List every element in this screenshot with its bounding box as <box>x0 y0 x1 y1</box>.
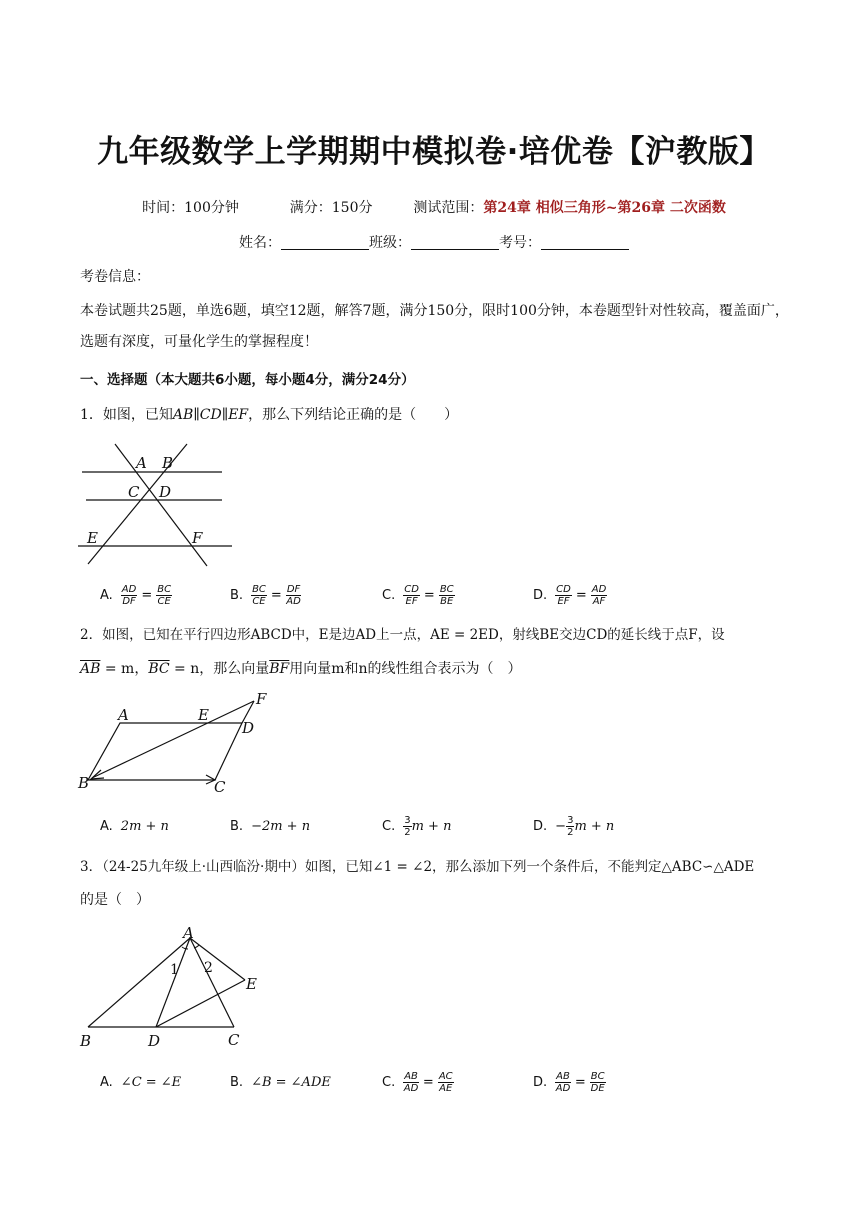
option-text: 2m + n <box>120 818 169 834</box>
option-label: A. <box>100 1074 113 1090</box>
numerator: CD <box>404 583 419 595</box>
fraction <box>591 584 608 607</box>
side-ad <box>156 938 190 1027</box>
numerator: AB <box>404 1070 418 1082</box>
label-a: A <box>183 924 194 942</box>
label-c: C <box>228 1031 240 1049</box>
label-f: F <box>256 690 267 708</box>
denominator: BE <box>440 595 454 607</box>
time-limit: 时间：100分钟 <box>142 200 239 216</box>
numerator: AD <box>591 583 607 595</box>
fraction <box>403 1071 419 1094</box>
id-blank[interactable] <box>541 235 629 250</box>
numerator: BC <box>252 583 266 595</box>
q1-prefix: 1．如图，已知 <box>80 407 173 423</box>
q1-option-c[interactable]: C. $\frac{CD}{EF}$ = $\frac{BC}{BE}$ <box>382 583 454 607</box>
q1-math: AB∥CD∥EF <box>172 407 249 423</box>
denominator: EF <box>557 595 570 607</box>
page-title: 九年级数学上学期期中模拟卷·培优卷【沪教版】 <box>97 134 771 170</box>
question-1-figure <box>70 440 245 570</box>
class-blank[interactable] <box>411 235 499 250</box>
option-label: D. <box>533 587 548 603</box>
question-3-options <box>100 1064 740 1100</box>
option-label: A. <box>100 818 113 834</box>
q3-option-c[interactable]: C. $\frac{AB}{AD}$ = $\frac{AC}{AE}$ <box>382 1070 453 1094</box>
question-2-figure <box>72 688 282 798</box>
fraction <box>438 1071 454 1094</box>
numerator: CD <box>556 583 571 595</box>
option-label: B. <box>230 818 244 834</box>
label-b: B <box>78 774 90 792</box>
label-angle-1: 1 <box>170 962 179 978</box>
numerator: AD <box>121 583 137 595</box>
ray-bf <box>92 701 254 778</box>
label-d: D <box>242 719 255 737</box>
q1-suffix: ，那么下列结论正确的是（ ） <box>248 407 459 423</box>
fraction <box>555 584 572 607</box>
denominator: CE <box>157 595 171 607</box>
name-label: 姓名： <box>239 235 281 251</box>
numerator: AB <box>556 1070 570 1082</box>
option-label: C. <box>382 818 396 834</box>
denominator: AD <box>286 595 301 607</box>
option-label: B. <box>230 1074 244 1090</box>
label-angle-2: 2 <box>204 960 213 976</box>
option-label: D. <box>533 1074 548 1090</box>
denominator: AD <box>555 1082 571 1094</box>
label-d: D <box>159 483 172 501</box>
q2-option-b[interactable] <box>230 808 310 844</box>
student-info-row <box>0 232 868 252</box>
vector-bc: $\overline{BC}$ <box>148 661 170 677</box>
angle-1-arc <box>182 947 188 949</box>
numerator: AC <box>438 1070 453 1082</box>
denominator: DF <box>122 595 136 607</box>
numerator: BC <box>157 583 172 595</box>
q3-option-b[interactable] <box>230 1064 331 1100</box>
label-c: C <box>214 778 226 796</box>
label-d: D <box>148 1032 161 1050</box>
sign: − <box>555 818 567 834</box>
transversal-1 <box>115 444 207 566</box>
denominator: CE <box>252 595 266 607</box>
fraction <box>555 1071 571 1094</box>
fraction <box>251 584 267 607</box>
denominator: DE <box>590 1082 605 1094</box>
full-score: 满分：150分 <box>289 200 373 216</box>
fraction <box>286 584 301 607</box>
section-heading: 一、选择题（本大题共6小题，每小题4分，满分24分） <box>80 372 415 388</box>
range-value: 第24章 相似三角形~第26章 二次函数 <box>483 200 726 216</box>
q2-text-f: 用向量m和n的线性组合表示为（ ） <box>289 661 522 677</box>
side-ae <box>190 938 245 980</box>
question-1-options <box>100 577 740 613</box>
vector-ab: $\overline{AB}$ <box>80 661 101 677</box>
question-3-line-2: 的是（ ） <box>80 892 150 908</box>
numerator: DF <box>286 583 301 595</box>
option-text: m + n <box>411 818 452 834</box>
denominator: EF <box>405 595 418 607</box>
id-label: 考号： <box>499 235 541 251</box>
question-3-figure <box>72 922 272 1052</box>
option-text: m + n <box>574 818 615 834</box>
side-de <box>156 980 245 1027</box>
denominator: AF <box>592 595 606 607</box>
info-text: 本卷试题共25题，单选6题，填空12题，解答7题，满分150分，限时100分钟，本卷题型针对性较高，覆盖面广，选题有深度，可量化学生的掌握程度！ <box>80 303 789 350</box>
q2-option-d[interactable] <box>533 808 614 844</box>
fraction <box>403 584 420 607</box>
label-c: C <box>128 483 140 501</box>
question-1-stem <box>80 400 795 430</box>
parallelogram-abcd <box>88 723 242 780</box>
option-label: C. <box>382 1074 396 1090</box>
fraction <box>403 815 411 838</box>
label-a: A <box>118 706 129 724</box>
name-blank[interactable] <box>281 235 369 250</box>
fraction <box>439 584 455 607</box>
q1-option-b[interactable]: B. $\frac{BC}{CE}$ = $\frac{DF}{AD}$ <box>230 583 301 607</box>
question-2-line-2 <box>80 654 795 684</box>
q2-option-a[interactable] <box>100 808 169 844</box>
label-b: B <box>80 1032 92 1050</box>
q2-text-d: = n，那么向量 <box>169 661 270 677</box>
question-2-line-1: 2．如图，已知在平行四边形ABCD中，E是边AD上一点，AE = 2ED，射线BE交边CD的延长线于点F，设 <box>80 627 725 643</box>
label-e: E <box>246 975 257 993</box>
denominator: AE <box>439 1082 453 1094</box>
q1-option-a[interactable]: A. $\frac{AD}{DF}$ = $\frac{BC}{CE}$ <box>100 583 172 607</box>
label-e: E <box>87 529 98 547</box>
option-label: B. <box>230 587 244 603</box>
fraction <box>566 815 574 838</box>
label-a: A <box>136 454 147 472</box>
numerator: BC <box>439 583 454 595</box>
denominator: AD <box>403 1082 419 1094</box>
numerator: 3 <box>404 814 411 826</box>
side-ab <box>88 938 190 1027</box>
question-3-line-1: 3．（24-25九年级上·山西临汾·期中）如图，已知∠1 = ∠2，那么添加下列一个条件后，不能判定△ABC∽△ADE <box>80 859 755 875</box>
denominator: 2 <box>404 826 411 838</box>
fraction <box>590 1071 606 1094</box>
numerator: 3 <box>567 814 574 826</box>
option-text: −2m + n <box>251 818 311 834</box>
info-heading: 考卷信息： <box>80 269 150 285</box>
side-ac <box>190 938 234 1027</box>
q1-option-d[interactable]: D. $\frac{CD}{EF}$ = $\frac{AD}{AF}$ <box>533 583 607 607</box>
option-text: ∠B = ∠ADE <box>251 1074 331 1090</box>
q2-option-c[interactable] <box>382 808 451 844</box>
q3-option-a[interactable] <box>100 1064 181 1100</box>
label-e: E <box>198 706 209 724</box>
numerator: BC <box>590 1070 605 1082</box>
exam-meta <box>0 197 868 217</box>
fraction <box>156 584 172 607</box>
question-2-options <box>100 808 740 844</box>
q3-option-d[interactable]: D. $\frac{AB}{AD}$ = $\frac{BC}{DE}$ <box>533 1070 605 1094</box>
label-f: F <box>192 529 203 547</box>
label-b: B <box>162 454 174 472</box>
denominator: 2 <box>567 826 574 838</box>
fraction <box>121 584 138 607</box>
range-label: 测试范围： <box>413 200 484 216</box>
option-label: D. <box>533 818 548 834</box>
class-label: 班级： <box>369 235 411 251</box>
vector-bf: $\overline{BF}$ <box>269 661 290 677</box>
option-text: ∠C = ∠E <box>120 1074 182 1090</box>
option-label: C. <box>382 587 396 603</box>
q2-text-b: = m， <box>100 661 149 677</box>
option-label: A. <box>100 587 113 603</box>
